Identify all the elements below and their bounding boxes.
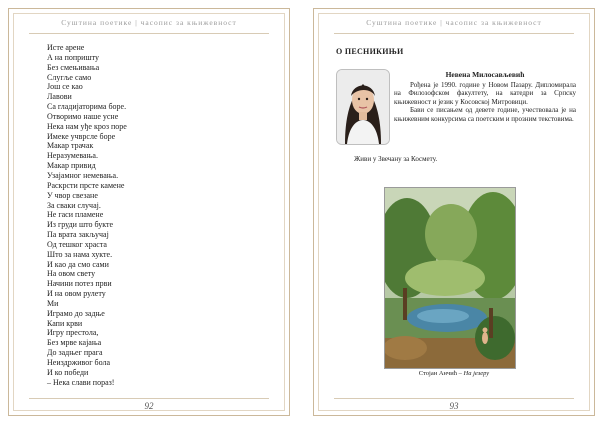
bio-paragraph: Бави се писањем од девете године, учествовала је на књижевним конкурсима са поетским и прозним текстовима.: [394, 106, 576, 123]
poem-line: За сваки случај.: [47, 200, 101, 210]
left-page: [8, 8, 290, 416]
page-number: 92: [144, 401, 154, 411]
poem-line: Лавови: [47, 92, 72, 102]
page-number: 93: [449, 401, 459, 411]
poem-line: Играмо до задње: [47, 308, 105, 318]
footer-divider: [29, 398, 269, 399]
painting-illustration: [385, 188, 515, 368]
author-bio: [394, 71, 576, 124]
poem-line: Из груди што букте: [47, 220, 114, 230]
bio-residence: Живи у Звечану за Космету.: [354, 155, 438, 163]
poem-line: Од тешког храста: [47, 239, 107, 249]
poem-line: Капи крви: [47, 318, 83, 328]
author-portrait: [336, 69, 390, 145]
poem-line: И ко победи: [47, 367, 89, 377]
poem-line: Без мрве кајања: [47, 338, 102, 348]
caption-title: На језеру: [463, 370, 490, 377]
poem-line: На овом свету: [47, 269, 96, 279]
poem-line: Начини потез први: [47, 279, 112, 289]
header-divider: [334, 33, 574, 34]
poem-line: Још се као: [47, 82, 83, 92]
poem-line: Без смењивања: [47, 62, 100, 72]
poem-line: Неиздрживог бола: [47, 358, 111, 367]
poem-line: И на овом рулету: [47, 289, 106, 299]
poem-line: Имеке учврсле боре: [47, 131, 116, 141]
right-page: [313, 8, 595, 416]
poem-line: Раскрсти прсте камене: [47, 180, 125, 190]
painting-caption: [314, 370, 594, 377]
poem-line: Макар привид: [47, 161, 96, 171]
poem-line: Неразумевања.: [47, 151, 98, 161]
poem-line: До задњег прага: [47, 348, 103, 358]
poem-line: Ми: [47, 298, 59, 308]
poem-line: Са гладијаторима боре.: [47, 102, 127, 112]
poem-line: Слугље само: [47, 72, 92, 82]
bio-paragraph: Рођена је 1990. године у Новом Пазару. Дипломирала на Филозофском факултету, на катедри за Српску књижевност и језик у Косовској Митровици.: [394, 80, 576, 106]
caption-author: Стојан Анчић –: [418, 370, 462, 377]
poem-line: Па врата закључај: [47, 230, 109, 240]
poem-line: Исте арене: [47, 43, 85, 52]
poem-line: И као да смо сами: [47, 259, 109, 269]
poem-line: – Нека слави пораз!: [47, 377, 115, 387]
poem-line: У чвор свезане: [47, 190, 98, 200]
poem-line: Макар трачак: [47, 141, 94, 151]
poem-line: Отворимо наше усне: [47, 111, 119, 121]
poem-line: Нека нам уђе кроз поре: [47, 121, 127, 131]
section-title: О ПЕСНИКИЊИ: [336, 47, 404, 56]
poem-line: Игру престола,: [47, 328, 99, 338]
portrait-illustration: [337, 70, 389, 144]
running-header: Суштина поетике | часопис за књижевност: [61, 18, 237, 27]
running-header: Суштина поетике | часопис за књижевност: [366, 18, 542, 27]
painting-image: [384, 187, 516, 369]
poem-line: Не гаси пламене: [47, 210, 104, 220]
poem-body: [47, 43, 127, 388]
poem-line: А на попришту: [47, 52, 100, 62]
poem-line: Узајамног немевања.: [47, 170, 119, 180]
header-divider: [29, 33, 269, 34]
author-name: Невена Милосављевић: [445, 70, 525, 79]
poem-line: Што за нама хукте.: [47, 249, 113, 259]
footer-divider: [334, 398, 574, 399]
